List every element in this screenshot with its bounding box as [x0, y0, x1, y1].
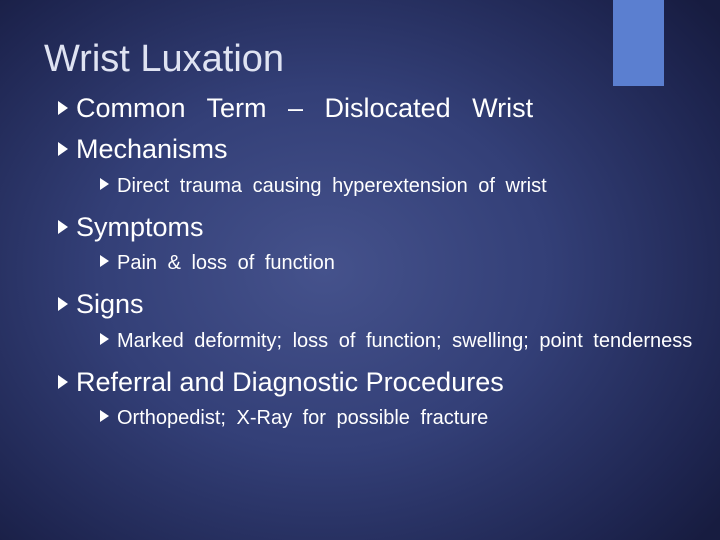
sub-bullet-item	[100, 329, 698, 353]
sub-bullet-item	[100, 406, 698, 430]
bullet-item	[58, 366, 698, 398]
sub-bullet-item	[100, 174, 698, 198]
accent-bar	[613, 0, 664, 86]
bullet-arrow-icon	[58, 142, 68, 156]
sub-bullet-arrow-icon	[100, 255, 109, 267]
bullet-text: Common Term – Dislocated Wrist	[76, 93, 534, 123]
bullet-text: Mechanisms	[76, 134, 228, 165]
bullet-list	[58, 92, 698, 430]
bullet-arrow-icon	[58, 220, 68, 234]
sub-bullet-text: Marked deformity; loss of function; swelling; point tenderness	[117, 329, 693, 352]
sub-bullet-arrow-icon	[100, 410, 109, 422]
sub-bullet-text: Direct trauma causing hyperextension of wrist	[117, 174, 547, 197]
bullet-text: Referral and Diagnostic Procedures	[76, 366, 504, 397]
bullet-item	[58, 288, 698, 320]
bullet-arrow-icon	[58, 101, 68, 115]
sub-bullet-text: Orthopedist; X-Ray for possible fracture	[117, 406, 489, 429]
bullet-text: Symptoms	[76, 211, 204, 242]
bullet-arrow-icon	[58, 375, 68, 389]
bullet-text: Signs	[76, 289, 144, 320]
sub-bullet-item	[100, 251, 698, 275]
bullet-item	[58, 211, 698, 243]
sub-bullet-arrow-icon	[100, 178, 109, 190]
bullet-arrow-icon	[58, 297, 68, 311]
bullet-item	[58, 133, 698, 165]
sub-bullet-arrow-icon	[100, 333, 109, 345]
bullet-item	[58, 92, 698, 124]
sub-bullet-text: Pain & loss of function	[117, 252, 335, 275]
slide-title: Wrist Luxation	[44, 38, 285, 80]
